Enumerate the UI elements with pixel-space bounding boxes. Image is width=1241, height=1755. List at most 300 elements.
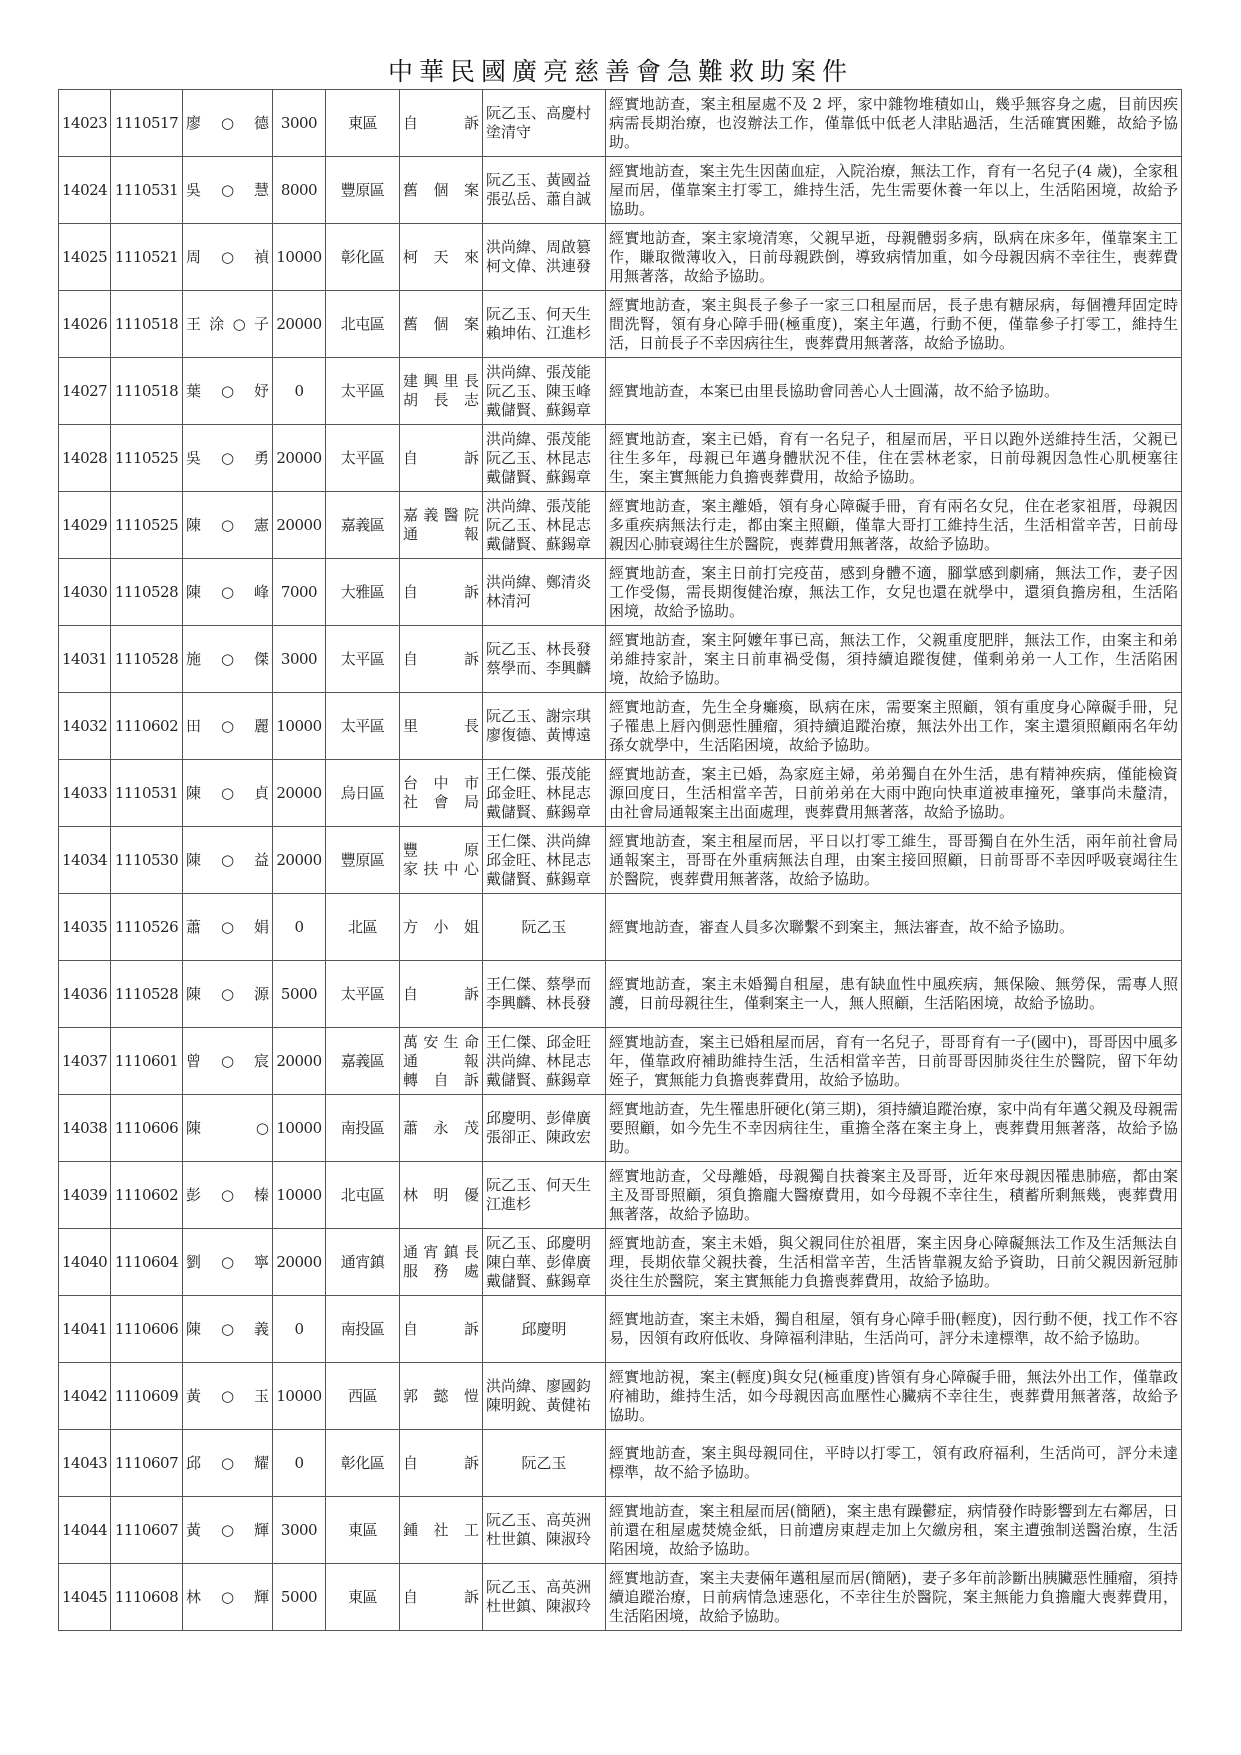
area-cell [326, 827, 400, 894]
amount-cell [273, 90, 326, 157]
assessment-text: 經實地訪查，案主日前打完疫苗，感到身體不適，腳掌感到劇痛，無法工作，妻子因工作受傷，需長期復健治療，無法工作，女兒也還在就學中，還須負擔房租，生活陷困境，故給予協助。 [609, 563, 1178, 620]
case-id-cell [59, 1363, 111, 1430]
assessment-text: 經實地訪查，案主未婚獨自租屋，患有缺血性中風疾病，無保險、無勞保，需專人照護，日前母親往生，僅剩案主一人，無人照顧，生活陷困境，故給予協助。 [609, 975, 1178, 1012]
assessment-text: 經實地訪查，案主未婚，與父親同住於祖厝，案主因身心障礙無法工作及生活無法自理，長期依靠父親扶養，生活相當辛苦，生活皆靠親友給予資助，日前父親因新冠肺炎往生於醫院，案主實無能力負擔喪葬費用，故給予協助。 [609, 1233, 1178, 1290]
case-date-cell [111, 1296, 183, 1363]
amount-cell [273, 1095, 326, 1162]
referral-source-line [403, 449, 479, 468]
referral-source-line [403, 248, 479, 267]
table-row [59, 1162, 1182, 1229]
case-id-cell [59, 961, 111, 1028]
table-row [59, 425, 1182, 492]
source-char: 台 [403, 774, 419, 792]
name-char: ○ [220, 515, 235, 534]
assessment-cell [606, 224, 1182, 291]
name-char: ○ [220, 850, 235, 869]
relief-amount: 3000 [280, 649, 318, 668]
referral-source-line [403, 1521, 479, 1540]
case-id: 14037 [62, 1051, 108, 1070]
case-date: 1110602 [114, 1185, 179, 1204]
recipient-name-cell [183, 425, 273, 492]
assessment-text: 經實地訪查，審查人員多次聯繫不到案主，無法審查，故不給予協助。 [609, 917, 1075, 936]
source-char: 自 [433, 1070, 449, 1089]
source-char: 鎮 [443, 1243, 459, 1261]
visiting-staff-cell [483, 90, 606, 157]
name-char: 邱 [186, 1453, 202, 1472]
case-date: 1110608 [114, 1587, 179, 1606]
source-char: 中 [433, 774, 449, 792]
source-char: 永 [433, 1118, 449, 1137]
name-char: 憲 [253, 515, 269, 534]
name-char: 陳 [186, 515, 202, 534]
recipient-name-cell [183, 1296, 273, 1363]
visiting-staff-cell [483, 1095, 606, 1162]
case-date: 1110606 [114, 1319, 179, 1338]
referral-source-cell [400, 224, 483, 291]
visiting-staff-cell [483, 224, 606, 291]
assessment-text: 經實地訪查，案主租屋處不及 2 坪，家中雜物堆積如山，幾乎無容身之處，目前因疾病需長期治療，也沒辦法工作，僅靠低中低老人津貼過活，生活確實困難，故給予協助。 [609, 94, 1178, 151]
recipient-name [186, 583, 269, 602]
visiting-staff-cell [483, 827, 606, 894]
referral-source-line [403, 1052, 479, 1071]
case-id-cell [59, 425, 111, 492]
referral-source-line [403, 1243, 479, 1262]
table-row [59, 1430, 1182, 1497]
case-id: 14032 [62, 716, 108, 735]
staff-line: 王仁傑、蔡學而 [486, 975, 592, 993]
district: 太平區 [340, 448, 385, 467]
relief-amount: 3000 [280, 1520, 318, 1539]
assessment-text: 經實地訪查，案主先生因菌血症，入院治療，無法工作，育有一名兒子(4 歲)，全家租屋而居，僅靠案主打零工，維持生活，先生需要休養一年以上，生活陷困境，故給予協助。 [609, 161, 1178, 218]
name-char: 陳 [186, 850, 202, 869]
assessment-cell [606, 961, 1182, 1028]
source-char: 豐 [403, 841, 419, 859]
referral-source-line [403, 315, 479, 334]
district: 豐原區 [340, 180, 385, 199]
relief-amount: 0 [294, 1319, 304, 1338]
amount-cell [273, 1363, 326, 1430]
case-id: 14045 [62, 1587, 108, 1606]
area-cell [326, 492, 400, 559]
visiting-staff-cell [483, 760, 606, 827]
name-char: 麗 [253, 716, 269, 735]
case-date: 1110531 [114, 180, 179, 199]
source-char: 小 [433, 917, 449, 936]
referral-source-line [403, 1262, 479, 1281]
relief-amount: 3000 [280, 113, 318, 132]
recipient-name-cell [183, 559, 273, 626]
recipient-name-cell [183, 1497, 273, 1564]
assessment-cell [606, 760, 1182, 827]
case-id-cell [59, 1497, 111, 1564]
area-cell [326, 1162, 400, 1229]
recipient-name-cell [183, 961, 273, 1028]
amount-cell [273, 1296, 326, 1363]
case-date: 1110528 [114, 582, 179, 601]
recipient-name [186, 516, 269, 535]
staff-line: 阮乙玉、邱慶明 [486, 1233, 592, 1252]
case-id: 14043 [62, 1453, 108, 1472]
visiting-staff-cell [483, 492, 606, 559]
relief-cases-table [58, 89, 1182, 1631]
case-date: 1110531 [114, 783, 179, 802]
name-char: ○ [220, 1051, 235, 1070]
staff-line: 洪尚緯、周啟篡 [486, 238, 592, 256]
table-row [59, 827, 1182, 894]
referral-source-cell [400, 827, 483, 894]
recipient-name [186, 1119, 269, 1138]
district: 北區 [347, 917, 377, 936]
referral-source-cell [400, 693, 483, 760]
source-char: 自 [403, 582, 419, 601]
source-char: 方 [403, 917, 419, 936]
staff-line: 賴坤佑、江進杉 [486, 324, 592, 342]
relief-amount: 20000 [276, 314, 322, 333]
case-date: 1110521 [114, 247, 179, 266]
referral-source-cell [400, 1162, 483, 1229]
assessment-text: 經實地訪查，先生罹患肝硬化(第三期)，須持續追蹤治療，家中尚有年邁父親及母親需要照顧，如今先生不幸因病往生，重擔全落在案主身上，喪葬費用無著落，故給予協助。 [609, 1099, 1178, 1156]
table-row [59, 961, 1182, 1028]
staff-line: 邱金旺、林昆志 [486, 850, 592, 869]
district: 太平區 [340, 381, 385, 400]
referral-source-line [403, 985, 479, 1004]
assessment-text: 經實地訪查，案主離婚，領有身心障礙手冊，育有兩名女兒，住在老家祖厝，母親因多重疾病無法行走，都由案主照顧，僅靠大哥打工維持生活，生活相當辛苦，日前母親因心肺衰竭往生於醫院，喪葬費用無著落，故給予協助。 [609, 496, 1178, 553]
table-row [59, 559, 1182, 626]
table-row [59, 1564, 1182, 1631]
case-id-cell [59, 1162, 111, 1229]
referral-source-line [403, 1454, 479, 1473]
source-char: 家 [403, 860, 419, 878]
case-id-cell [59, 90, 111, 157]
case-date-cell [111, 1363, 183, 1430]
case-date: 1110604 [114, 1252, 179, 1271]
recipient-name [186, 181, 269, 200]
referral-source-line [403, 506, 479, 525]
case-date-cell [111, 492, 183, 559]
referral-source-cell [400, 1363, 483, 1430]
referral-source-cell [400, 358, 483, 425]
table-row [59, 1497, 1182, 1564]
table-row [59, 1296, 1182, 1363]
area-cell [326, 157, 400, 224]
district: 大雅區 [340, 582, 385, 601]
referral-source-line [403, 583, 479, 602]
area-cell [326, 760, 400, 827]
source-char: 自 [403, 1587, 419, 1606]
source-char: 自 [403, 1453, 419, 1472]
assessment-text: 經實地訪查，案主與長子參子一家三口租屋而居，長子患有糖尿病，每個禮拜固定時間洗腎，領有身心障手冊(極重度)，案主年邁，行動不便，僅靠參子打零工，維持生活，日前長子不幸因病往生，喪葬費用無著落，故給予協助。 [609, 295, 1178, 352]
area-cell [326, 224, 400, 291]
source-char: 里 [443, 372, 459, 390]
source-char: 局 [463, 793, 479, 811]
recipient-name-cell [183, 1564, 273, 1631]
name-char: ○ [220, 649, 235, 668]
source-char: 通 [403, 1243, 419, 1261]
table-row [59, 492, 1182, 559]
staff-line: 杜世鎮、陳淑玲 [486, 1530, 592, 1548]
name-char: 蕭 [186, 917, 202, 936]
case-id-cell [59, 224, 111, 291]
case-id: 14040 [62, 1252, 108, 1271]
source-char: 郭 [403, 1386, 419, 1405]
district: 太平區 [340, 716, 385, 735]
area-cell [326, 90, 400, 157]
source-char: 訴 [463, 1070, 479, 1089]
staff-line: 洪尚緯、張茂能 [486, 362, 592, 381]
source-char: 明 [433, 1185, 449, 1204]
staff-line: 阮乙玉、高英洲 [486, 1578, 592, 1596]
name-char: ○ [232, 314, 246, 333]
name-char: 源 [253, 984, 269, 1003]
staff-line: 戴儲賢、蘇錫章 [486, 802, 592, 821]
staff-line: 阮乙玉、陳玉峰 [486, 381, 592, 400]
source-char: 通 [403, 1051, 419, 1070]
relief-amount: 7000 [280, 582, 318, 601]
area-cell [326, 894, 400, 961]
source-char: 自 [403, 113, 419, 132]
source-char: 心 [463, 860, 479, 878]
staff-line: 阮乙玉、林昆志 [486, 448, 592, 467]
staff-line: 陳白華、彭偉廣 [486, 1252, 592, 1271]
visiting-staff-cell [483, 1028, 606, 1095]
district: 太平區 [340, 984, 385, 1003]
case-date-cell [111, 1028, 183, 1095]
case-id: 14023 [62, 113, 108, 132]
relief-amount: 20000 [276, 515, 322, 534]
source-char: 醫 [443, 506, 459, 524]
amount-cell [273, 693, 326, 760]
source-char: 柯 [403, 247, 419, 266]
staff-line: 邱慶明 [521, 1319, 567, 1338]
assessment-cell [606, 1564, 1182, 1631]
recipient-name [186, 315, 269, 334]
table-row [59, 90, 1182, 157]
case-id: 14024 [62, 180, 108, 199]
amount-cell [273, 827, 326, 894]
case-date-cell [111, 90, 183, 157]
case-id: 14027 [62, 381, 108, 400]
source-char: 嘉 [403, 506, 419, 524]
recipient-name [186, 985, 269, 1004]
case-date: 1110518 [114, 381, 179, 400]
assessment-text: 經實地訪查，案主已婚租屋而居，育有一名兒子，哥哥育有一子(國中)，哥哥因中風多年，僅靠政府補助維持生活，生活相當辛苦，日前哥哥因肺炎往生於醫院，留下年幼姪子，實無能力負擔喪葬費用，故給予協助。 [609, 1032, 1178, 1089]
case-id: 14036 [62, 984, 108, 1003]
case-date-cell [111, 1095, 183, 1162]
staff-line: 戴儲賢、蘇錫章 [486, 534, 592, 553]
source-char: 中 [443, 860, 459, 878]
staff-line: 戴儲賢、蘇錫章 [486, 467, 592, 486]
source-char: 社 [433, 1520, 449, 1539]
staff-line: 阮乙玉、何天生 [486, 305, 592, 323]
area-cell [326, 1095, 400, 1162]
source-char: 自 [403, 984, 419, 1003]
assessment-cell [606, 358, 1182, 425]
case-date-cell [111, 961, 183, 1028]
referral-source-cell [400, 1564, 483, 1631]
name-char: 玉 [253, 1386, 269, 1405]
visiting-staff-cell [483, 1162, 606, 1229]
table-row [59, 157, 1182, 224]
assessment-text: 經實地訪查，本案已由里長協助會同善心人士圓滿，故不給予協助。 [609, 381, 1060, 400]
staff-line: 廖復德、黃博遠 [486, 726, 592, 744]
assessment-text: 經實地訪查，案主已婚，育有一名兒子，租屋而居，平日以跑外送維持生活，父親已往生多年，母親已年邁身體狀況不佳，住在雲林老家，日前母親因急性心肌梗塞往生，案主實無能力負擔喪葬費用，故給予協助。 [609, 429, 1178, 486]
case-date: 1110526 [114, 917, 179, 936]
area-cell [326, 1229, 400, 1296]
name-char: 陳 [186, 783, 202, 802]
referral-source-cell [400, 425, 483, 492]
source-char: 個 [433, 314, 449, 333]
source-char: 舊 [403, 314, 419, 333]
source-char: 訴 [463, 649, 479, 668]
relief-amount: 20000 [276, 850, 322, 869]
assessment-text: 經實地訪查，父母離婚，母親獨自扶養案主及哥哥，近年來母親因罹患肺癌，都由案主及哥哥照顧，須負擔龐大醫療費用，如今母親不幸往生，積蓄所剩無幾，喪葬費用無著落，故給予協助。 [609, 1166, 1178, 1223]
case-date-cell [111, 626, 183, 693]
source-char: 務 [433, 1262, 449, 1280]
relief-amount: 20000 [276, 448, 322, 467]
name-char: 陳 [186, 1118, 202, 1137]
assessment-cell [606, 492, 1182, 559]
name-char: ○ [220, 984, 235, 1003]
amount-cell [273, 224, 326, 291]
case-id-cell [59, 157, 111, 224]
assessment-cell [606, 90, 1182, 157]
source-char: 長 [463, 716, 479, 735]
source-char: 胡 [403, 391, 419, 409]
recipient-name [186, 1186, 269, 1205]
name-char: ○ [220, 1587, 235, 1606]
visiting-staff-cell [483, 358, 606, 425]
source-char: 自 [403, 448, 419, 467]
case-date: 1110607 [114, 1520, 179, 1539]
source-char: 懿 [433, 1386, 449, 1405]
source-char: 訴 [463, 448, 479, 467]
recipient-name-cell [183, 626, 273, 693]
relief-amount: 10000 [276, 716, 322, 735]
case-date: 1110601 [114, 1051, 179, 1070]
staff-line: 張弘岳、蕭自誠 [486, 190, 592, 208]
referral-source-cell [400, 1028, 483, 1095]
relief-amount: 10000 [276, 1185, 322, 1204]
staff-line: 王仁傑、洪尚緯 [486, 831, 592, 850]
source-char: 個 [433, 180, 449, 199]
visiting-staff-cell [483, 425, 606, 492]
source-char: 自 [403, 649, 419, 668]
recipient-name-cell [183, 1095, 273, 1162]
referral-source-cell [400, 760, 483, 827]
district: 東區 [347, 1587, 377, 1606]
assessment-cell [606, 894, 1182, 961]
case-date: 1110609 [114, 1386, 179, 1405]
recipient-name [186, 1253, 269, 1272]
case-id: 14041 [62, 1319, 108, 1338]
source-char: 義 [423, 506, 439, 524]
assessment-text: 經實地訪查，案主夫妻倆年邁租屋而居(簡陋)，妻子多年前診斷出胰臟惡性腫瘤，須持續追蹤治療，日前病情急速惡化，不幸往生於醫院，案主無能力負擔龐大喪葬費用，生活陷困境，故給予協助。 [609, 1568, 1178, 1625]
table-row [59, 1229, 1182, 1296]
table-row [59, 358, 1182, 425]
name-char: ○ [220, 448, 235, 467]
referral-source-line [403, 1387, 479, 1406]
name-char: 宸 [253, 1051, 269, 1070]
case-date: 1110607 [114, 1453, 179, 1472]
recipient-name [186, 851, 269, 870]
source-char: 長 [433, 391, 449, 409]
case-id: 14025 [62, 247, 108, 266]
referral-source-cell [400, 894, 483, 961]
district: 南投區 [340, 1319, 385, 1338]
assessment-text: 經實地訪查，案主租屋而居，平日以打零工維生，哥哥獨自在外生活，兩年前社會局通報案主，哥哥在外重病無法自理，由案主接回照顧，日前哥哥不幸因呼吸衰竭往生於醫院，喪葬費用無著落，故給予協助。 [609, 831, 1178, 888]
assessment-text: 經實地訪查，先生全身癱瘓，臥病在床，需要案主照顧，領有重度身心障礙手冊，兒子罹患上唇內側惡性腫瘤，須持續追蹤治療，無法外出工作，案主還須照顧兩名年幼孫女就學中，生活陷困境，故給予協助。 [609, 697, 1178, 754]
referral-source-cell [400, 559, 483, 626]
name-char: 慧 [253, 180, 269, 199]
name-char: 施 [186, 649, 202, 668]
source-char: 志 [463, 391, 479, 409]
recipient-name [186, 1521, 269, 1540]
name-char: ○ [220, 247, 235, 266]
case-date-cell [111, 760, 183, 827]
name-char: ○ [220, 716, 235, 735]
referral-source-cell [400, 626, 483, 693]
amount-cell [273, 1162, 326, 1229]
staff-line: 阮乙玉、謝宗琪 [486, 707, 592, 725]
area-cell [326, 1296, 400, 1363]
name-char: 林 [186, 1587, 202, 1606]
amount-cell [273, 157, 326, 224]
name-char: 寧 [253, 1252, 269, 1271]
referral-source-line [403, 372, 479, 391]
name-char: ○ [220, 917, 235, 936]
name-char: 陳 [186, 984, 202, 1003]
referral-source-line [403, 1119, 479, 1138]
case-id: 14031 [62, 649, 108, 668]
source-char: 案 [463, 314, 479, 333]
case-date: 1110606 [114, 1118, 179, 1137]
case-id-cell [59, 1095, 111, 1162]
referral-source-line [403, 114, 479, 133]
area-cell [326, 358, 400, 425]
referral-source-line [403, 181, 479, 200]
staff-line: 王仁傑、邱金旺 [486, 1032, 592, 1051]
recipient-name [186, 449, 269, 468]
source-char: 扶 [423, 860, 439, 878]
source-char: 案 [463, 180, 479, 199]
case-date-cell [111, 157, 183, 224]
case-date-cell [111, 827, 183, 894]
area-cell [326, 1430, 400, 1497]
name-char: 傑 [253, 649, 269, 668]
name-char: ○ [220, 1185, 235, 1204]
visiting-staff-cell [483, 1229, 606, 1296]
source-char: 命 [463, 1032, 479, 1051]
amount-cell [273, 559, 326, 626]
referral-source-line [403, 1588, 479, 1607]
referral-source-cell [400, 961, 483, 1028]
case-date-cell [111, 693, 183, 760]
referral-source-line [403, 1071, 479, 1090]
name-char: ○ [220, 180, 235, 199]
name-char: 德 [253, 113, 269, 132]
name-char: 王 [186, 314, 202, 333]
name-char: ○ [255, 1118, 269, 1137]
referral-source-line [403, 1186, 479, 1205]
recipient-name [186, 1320, 269, 1339]
source-char: 通 [403, 525, 419, 543]
district: 嘉義區 [340, 515, 385, 534]
staff-line: 蔡學而、李興麟 [486, 659, 592, 677]
area-cell [326, 1564, 400, 1631]
name-char: 勇 [253, 448, 269, 467]
staff-line: 戴儲賢、蘇錫章 [486, 869, 592, 888]
referral-source-line [403, 841, 479, 860]
